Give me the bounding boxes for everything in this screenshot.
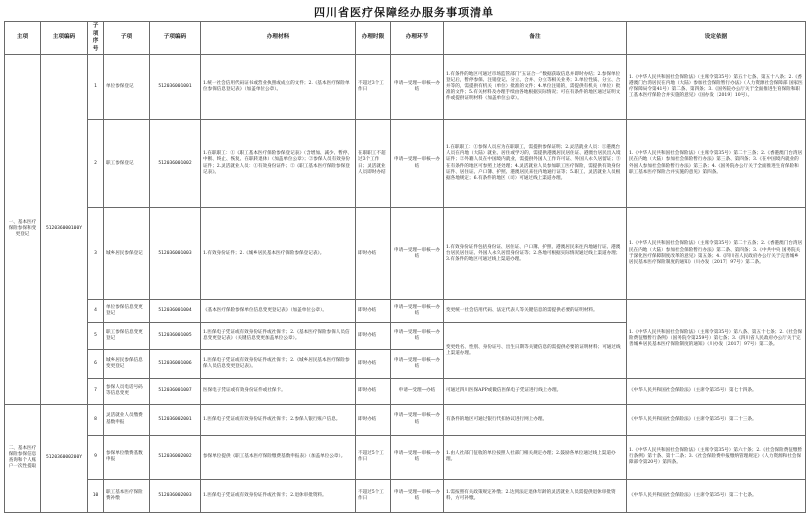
row-code: 512036001001 [150,55,201,120]
row-seq: 9 [88,435,104,479]
table-row [5,300,806,323]
row-sub: 参保人员电话号码等信息变更 [104,379,150,404]
header-row [5,22,806,55]
row-code: 512036002001 [150,404,201,435]
row-materials: 1.医保电子凭证或有效身份证件或社保卡；2.参保人银行账户信息。 [201,404,356,435]
row-materials: 《基本医疗保险参保单位信息变更登记表》（加盖单位公章）。 [201,300,356,323]
row-time: 即时办结 [356,404,391,435]
row-sub: 职工参保信息变更登记 [104,323,150,350]
row-basis: 1.《中华人民共和国社会保险法》（主席令第35号）第二十三条；2.《香港澳门台湾居民在内地（大陆）参加社会保险暂行办法》第三条、第四条；3.《在中国境内就业的外国人参加社会保险暂行办法》第三条；4.《国务院办公厅关于全面推进生育保险和职工基本医疗保险合并实施的意见》第四条。 [627,119,806,208]
row-basis [627,300,806,379]
row-time: 即时办结 [356,208,391,300]
group-code: 512036000200Y [41,404,88,513]
row-steps: 申请—受理—审核—办结 [391,55,444,120]
row-steps: 申请—受理—审核—办结 [391,323,444,350]
row-seq: 10 [88,479,104,512]
service-list-table [4,21,806,513]
row-time: 即时办结 [356,323,391,350]
row-sub: 参保单位缴费基数申报 [104,435,150,479]
row-sub: 单位参保登记 [104,55,150,120]
row-code: 512036001004 [150,300,201,323]
table-row [5,208,806,300]
group-code: 512036000100Y [41,55,88,404]
table-row [5,55,806,120]
row-seq: 1 [88,55,104,120]
table-row [5,379,806,404]
row-remark: 1.在职职工：①参保人员应为在职职工，需提供参保证明；2.灵活就业人员：①港澳台人员在内地（大陆）就业、居住或学习的，需提供港澳居民居住证、港澳台居民出入境证件；②外籍人员在中国境内就业，需提供外国人工作许可证、外国人永久居留证；③在有条件的地区可参照上述处理；4.灵活就业人员参加职工医疗保险，需提供有效身份证件、居住证、户口簿、护照、港澳居民来往内地通行证等；5.职工、灵活就业人员根据各地规定；6.有条件的地区（司）可通过线上渠道办理。 [444,119,627,208]
row-sub: 职工基本医疗保险费补缴 [104,479,150,512]
row-steps: 申请—受理—审核—办结 [391,435,444,479]
row-materials: 1.在职职工：①《职工基本医疗保险参保登记表》（含增加、减少、暂停、中断、终止、恢复、在职转退休）（加盖单位公章）；②参保人员有效身份证件；2.灵活就业人员：①有效身份证件；②《职工基本医疗保险参保登记表》。 [201,119,356,208]
header-materials: 办理材料 [201,22,356,55]
row-materials: 医保电子凭证或有效身份证件或社保卡。 [201,379,356,404]
header-main: 主项 [5,22,41,55]
header-seq: 子项序号 [88,22,104,55]
row-code: 512036001006 [150,350,201,379]
row-sub: 城乡居民参保登记 [104,208,150,300]
row-steps: 申请—受理—审核—办结 [391,119,444,208]
row-code: 512036001007 [150,379,201,404]
row-steps: 申请—受理—审核—办结 [391,404,444,435]
group-name: 二、基本医疗保险参保信息查询和个人账户一次性提取 [5,404,41,513]
row-basis: 1.《中华人民共和国社会保险法》（主席令第35号）第六十条；2.《社会保险费征缴暂行条例》第十条、第十二条；3.《社会保险费申报缴纳管理规定》（人力资源和社会保障部令第20号）第四条。 [627,435,806,479]
row-steps: 申请—受理—办结 [391,379,444,404]
row-time: 不超过3个工作日 [356,55,391,120]
row-remark: 1.由人社部门征收的单位按照人社部门相关规定办理；2.鼓励各单位通过线上渠道办理。 [444,435,627,479]
table-row [5,119,806,208]
row-materials: 1.医保电子凭证或有效身份证件或社保卡；2.退休审批资料。 [201,479,356,512]
row-sub: 灵活就业人员缴费基数申报 [104,404,150,435]
row-code: 512036002003 [150,479,201,512]
row-basis: 1.《中华人民共和国社会保险法》（主席令第35号）第五十七条、第五十八条；2.《香港澳门台湾居民在内地（大陆）参加社会保险暂行办法》（人力资源社会保障部 国家医疗保障局令第41号）第二条、第四条；3.《国务院办公厅关于全面推进生育保险和职工基本医疗保险合并实施的意见》（国办发〔2019〕10号）。 [627,55,806,120]
page-title: 四川省医疗保障经办服务事项清单 [314,6,494,19]
row-seq: 3 [88,208,104,300]
row-materials: 1.统一社会信用代码证书或营业执照或成立的文件；2.《基本医疗保险单位参保信息登记表》（加盖单位公章）。 [201,55,356,120]
row-time: 即时办结 [356,350,391,379]
row-time: 即时办结 [356,300,391,323]
row-sub: 城乡居民参保信息变更登记 [104,350,150,379]
header-remark: 备注 [444,22,627,55]
row-steps: 申请—受理—审核—办结 [391,300,444,323]
row-steps: 申请—受理—审核—办结 [391,350,444,379]
header-sub: 子项 [104,22,150,55]
row-materials: 1.医保电子凭证或有效身份证件或社保卡；2.《基本医疗保险参保人员信息变更登记表》（关键信息变更加盖单位公章）。 [201,323,356,350]
header-steps: 办理环节 [391,22,444,55]
row-remark: 变更姓名、性别、身份证号、出生日期等关键信息的需提供必要的证明材料；可通过线上渠道办理。 [444,323,627,379]
row-code: 512036001003 [150,208,201,300]
row-seq: 8 [88,404,104,435]
row-basis: 《中华人民共和国社会保险法》（主席令第35号）第七十四条。 [627,379,806,404]
row-steps: 申请—受理—审核—办结 [391,208,444,300]
row-time: 不超过5个工作日 [356,479,391,512]
row-remark: 1.有条件的地区可通过市场监管部门“五证合一”数据获取信息并即时办结；2.参保单位登记后，暂停参保、注销登记、分立、合并、分立等相关业务；3.单位性质、分立、合并等的，需提供有机关（单位）批准的文件；4.单位注销的，需提供有机关（单位）批准的文件；5.有关材料及办理手续由各地根据实际情况；可在有条件的地区通过证明文件或提供证明材料（加盖单位公章）。 [444,55,627,120]
table-row [5,404,806,435]
row-code: 512036001005 [150,323,201,350]
row-seq: 7 [88,379,104,404]
row-basis-part: 1.《中华人民共和国社会保险法》（主席令第35号）第八条、第五十七条； [629,330,780,336]
row-basis: 《中华人民共和国社会保险法》（主席令第35号）第二十七条。 [627,479,806,512]
row-remark: 可通过四川医保APP或微信医保电子凭证进行线上办理。 [444,379,627,404]
table-row [5,435,806,479]
row-steps: 申请—受理—审核—办结 [391,479,444,512]
row-seq: 6 [88,350,104,379]
table-row [5,479,806,512]
header-main-code: 主项编码 [41,22,88,55]
header-basis: 设定依据 [627,22,806,55]
header-time: 办理时限 [356,22,391,55]
row-time: 在职职工不超过3个工作日；灵活就业人员即时办结 [356,119,391,208]
row-remark: 1.需按照有关政策规定补缴；2.达到法定退休年龄的灵活就业人员需提供退休审批资料，方可补缴。 [444,479,627,512]
row-basis-part: 2.《社会保险费征缴暂行条例》（国务院令第259号）第七条；3.《四川省人民政府办公厅关于完善城乡居民基本医疗保险制度的通知》（川办发〔2017〕97号）第二条。 [629,330,803,348]
row-code: 512036001002 [150,119,201,208]
row-remark: 变更统一社会信用代码、法定代表人等关键信息的需提供必要的证明材料。 [444,300,627,323]
row-time: 即时办结 [356,379,391,404]
row-sub: 单位参保信息变更登记 [104,300,150,323]
row-materials: 1.有效身份证件；2.《城乡居民基本医疗保险参保登记表》。 [201,208,356,300]
header-sub-code: 子项编码 [150,22,201,55]
row-remark: 1.有效身份证件包括身份证、居住证、户口簿、护照、港澳居民来往内地通行证、港澳台居民居住证、外国人永久居留身份证等；2.各地可根据实际情况通过线上渠道办理；3.有条件的地区可通过线上渠道办理。 [444,208,627,300]
row-seq: 5 [88,323,104,350]
row-seq: 4 [88,300,104,323]
row-seq: 2 [88,119,104,208]
row-sub: 职工参保登记 [104,119,150,208]
row-time: 不超过5个工作日 [356,435,391,479]
row-code: 512036002002 [150,435,201,479]
row-remark: 有条件的地区可通过银行代扣协议进行网上办理。 [444,404,627,435]
row-basis: 1.《中华人民共和国社会保险法》（主席令第35号）第二十五条；2.《香港澳门台湾居民在内地（大陆）参加社会保险暂行办法》第二条、第四条；3.《中共中央 国务院关于深化医疗保障制度改革的意见》第五条；4.《四川省人民政府办公厅关于完善城乡居民基本医疗保险制度的通知》（川办发〔2017〕97号）第二条。 [627,208,806,300]
row-materials: 参保单位提供《职工基本医疗保险缴费基数申报表》（加盖单位公章）。 [201,435,356,479]
row-basis: 《中华人民共和国社会保险法》（主席令第35号）第二十三条。 [627,404,806,435]
group-name: 一、基本医疗保险参保和变更登记 [5,55,41,404]
row-materials: 1.医保电子凭证或有效身份证件或社保卡；2.《城乡居民基本医疗保险参保人员信息变更登记表》。 [201,350,356,379]
